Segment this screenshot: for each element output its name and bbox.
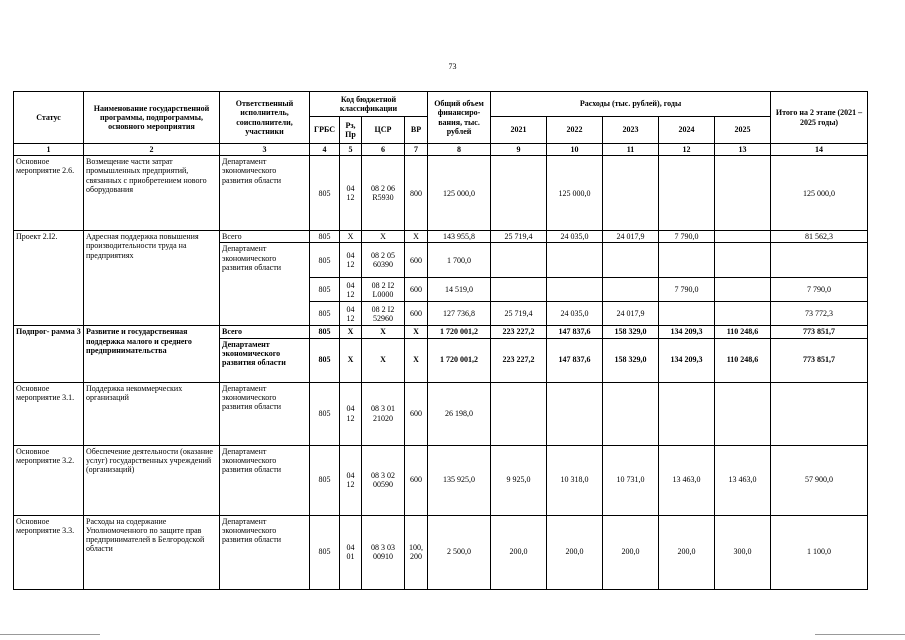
header-2021: 2021	[491, 117, 547, 144]
y2025-cell: 110 248,6	[715, 338, 771, 382]
page-number: 73	[448, 62, 457, 71]
responsible-cell: Департамент экономического развития области	[220, 243, 310, 326]
header-grbs: ГРБС	[310, 117, 340, 144]
header-2023: 2023	[603, 117, 659, 144]
y2021-cell	[491, 382, 547, 445]
y2024-cell	[659, 382, 715, 445]
header-total-stage: Итого на 2 этапе (2021 – 2025 годы)	[771, 92, 868, 144]
y2024-cell	[659, 302, 715, 326]
csr-cell: X	[362, 231, 405, 243]
responsible-cell: Департамент экономического развития области	[220, 515, 310, 589]
vr-cell: 600	[405, 278, 428, 302]
y2022-cell: 125 000,0	[547, 156, 603, 231]
total-cell: 14 519,0	[428, 278, 491, 302]
grbs-cell: 805	[310, 515, 340, 589]
col-num: 7	[405, 144, 428, 156]
rzpr-cell: 04 12	[340, 278, 362, 302]
header-name: Наименование государственной программы, подпрограммы, основного мероприятия	[84, 92, 220, 144]
itogo-cell: 773 851,7	[771, 338, 868, 382]
scan-edge-line	[0, 634, 100, 635]
y2022-cell: 147 837,6	[547, 326, 603, 338]
y2025-cell: 13 463,0	[715, 445, 771, 515]
y2023-cell: 200,0	[603, 515, 659, 589]
total-cell: 143 955,8	[428, 231, 491, 243]
responsible-cell: Департамент экономического развития области	[220, 338, 310, 382]
y2021-cell	[491, 156, 547, 231]
name-cell: Расходы на содержание Уполномоченного по защите прав предпринимателей в Белгородской области	[84, 515, 220, 589]
csr-cell: 08 3 03 00910	[362, 515, 405, 589]
y2024-cell: 7 790,0	[659, 231, 715, 243]
y2022-cell	[547, 382, 603, 445]
y2022-cell: 10 318,0	[547, 445, 603, 515]
itogo-cell: 1 100,0	[771, 515, 868, 589]
y2025-cell	[715, 302, 771, 326]
y2025-cell	[715, 382, 771, 445]
col-num: 3	[220, 144, 310, 156]
y2021-cell	[491, 243, 547, 278]
col-num: 2	[84, 144, 220, 156]
total-cell: 135 925,0	[428, 445, 491, 515]
grbs-cell: 805	[310, 243, 340, 278]
name-cell: Адресная поддержка повышения производительности труда на предприятиях	[84, 231, 220, 326]
y2022-cell	[547, 278, 603, 302]
y2025-cell: 110 248,6	[715, 326, 771, 338]
rzpr-cell: 04 12	[340, 445, 362, 515]
csr-cell: 08 2 I2 L0000	[362, 278, 405, 302]
itogo-cell: 81 562,3	[771, 231, 868, 243]
y2021-cell	[491, 278, 547, 302]
col-num: 13	[715, 144, 771, 156]
total-cell: 1 720 001,2	[428, 338, 491, 382]
y2024-cell: 7 790,0	[659, 278, 715, 302]
itogo-cell: 7 790,0	[771, 278, 868, 302]
vr-cell: X	[405, 231, 428, 243]
itogo-cell: 57 900,0	[771, 445, 868, 515]
rzpr-cell: X	[340, 231, 362, 243]
status-cell: Основное мероприятие 3.2.	[14, 445, 84, 515]
header-2022: 2022	[547, 117, 603, 144]
header-responsible: Ответственный исполнитель, соисполнители, участники	[220, 92, 310, 144]
y2025-cell	[715, 231, 771, 243]
rzpr-cell: X	[340, 326, 362, 338]
vr-cell: 100, 200	[405, 515, 428, 589]
grbs-cell: 805	[310, 445, 340, 515]
responsible-cell: Всего	[220, 326, 310, 338]
y2022-cell: 24 035,0	[547, 302, 603, 326]
col-num: 14	[771, 144, 868, 156]
col-num: 12	[659, 144, 715, 156]
col-num: 5	[340, 144, 362, 156]
table-row	[14, 382, 868, 445]
table-row	[14, 156, 868, 231]
y2021-cell: 223 227,2	[491, 326, 547, 338]
y2023-cell: 24 017,9	[603, 231, 659, 243]
y2025-cell	[715, 278, 771, 302]
csr-cell: X	[362, 326, 405, 338]
itogo-cell: 125 000,0	[771, 156, 868, 231]
status-cell: Основное мероприятие 3.3.	[14, 515, 84, 589]
grbs-cell: 805	[310, 326, 340, 338]
rzpr-cell: X	[340, 338, 362, 382]
rzpr-cell: 04 12	[340, 156, 362, 231]
header-row-1	[14, 92, 868, 117]
total-cell: 125 000,0	[428, 156, 491, 231]
table-row	[14, 445, 868, 515]
grbs-cell: 805	[310, 302, 340, 326]
itogo-cell	[771, 243, 868, 278]
name-cell: Обеспечение деятельности (оказание услуг) государственных учреждений (организаций)	[84, 445, 220, 515]
grbs-cell: 805	[310, 382, 340, 445]
header-expenses: Расходы (тыс. рублей), годы	[491, 92, 771, 117]
vr-cell: X	[405, 338, 428, 382]
rzpr-cell: 04 12	[340, 302, 362, 326]
responsible-cell: Всего	[220, 231, 310, 243]
csr-cell: 08 3 01 21020	[362, 382, 405, 445]
scan-edge-line	[815, 634, 905, 635]
vr-cell: 800	[405, 156, 428, 231]
y2023-cell: 10 731,0	[603, 445, 659, 515]
y2024-cell	[659, 243, 715, 278]
y2023-cell	[603, 243, 659, 278]
total-cell: 127 736,8	[428, 302, 491, 326]
y2021-cell: 25 719,4	[491, 231, 547, 243]
itogo-cell	[771, 382, 868, 445]
vr-cell: 600	[405, 243, 428, 278]
header-csr: ЦСР	[362, 117, 405, 144]
column-number-row	[14, 144, 868, 156]
status-cell: Проект 2.I2.	[14, 231, 84, 326]
y2022-cell	[547, 243, 603, 278]
header-rzpr: Рз, Пр	[340, 117, 362, 144]
rzpr-cell: 04 12	[340, 382, 362, 445]
header-2024: 2024	[659, 117, 715, 144]
y2023-cell: 158 329,0	[603, 326, 659, 338]
header-budget-code: Код бюджетной классификации	[310, 92, 428, 117]
y2022-cell: 200,0	[547, 515, 603, 589]
y2023-cell	[603, 278, 659, 302]
y2025-cell: 300,0	[715, 515, 771, 589]
y2024-cell: 200,0	[659, 515, 715, 589]
y2024-cell: 134 209,3	[659, 326, 715, 338]
table-row	[14, 515, 868, 589]
y2024-cell: 134 209,3	[659, 338, 715, 382]
y2021-cell: 9 925,0	[491, 445, 547, 515]
header-vr: ВР	[405, 117, 428, 144]
vr-cell: 600	[405, 302, 428, 326]
rzpr-cell: 04 01	[340, 515, 362, 589]
csr-cell: 08 3 02 00590	[362, 445, 405, 515]
itogo-cell: 773 851,7	[771, 326, 868, 338]
col-num: 6	[362, 144, 405, 156]
y2025-cell	[715, 243, 771, 278]
header-status: Статус	[14, 92, 84, 144]
grbs-cell: 805	[310, 338, 340, 382]
total-cell: 2 500,0	[428, 515, 491, 589]
y2021-cell: 223 227,2	[491, 338, 547, 382]
header-2025: 2025	[715, 117, 771, 144]
y2024-cell: 13 463,0	[659, 445, 715, 515]
col-num: 4	[310, 144, 340, 156]
grbs-cell: 805	[310, 156, 340, 231]
col-num: 11	[603, 144, 659, 156]
y2024-cell	[659, 156, 715, 231]
name-cell: Развитие и государственная поддержка малого и среднего предпринимательства	[84, 326, 220, 382]
status-cell: Основное мероприятие 3.1.	[14, 382, 84, 445]
csr-cell: 08 2 05 60390	[362, 243, 405, 278]
grbs-cell: 805	[310, 278, 340, 302]
col-num: 8	[428, 144, 491, 156]
status-cell: Основное мероприятие 2.6.	[14, 156, 84, 231]
total-cell: 1 720 001,2	[428, 326, 491, 338]
csr-cell: 08 2 I2 52960	[362, 302, 405, 326]
itogo-cell: 73 772,3	[771, 302, 868, 326]
rzpr-cell: 04 12	[340, 243, 362, 278]
grbs-cell: 805	[310, 231, 340, 243]
total-cell: 26 198,0	[428, 382, 491, 445]
table-row	[14, 231, 868, 243]
y2023-cell	[603, 156, 659, 231]
csr-cell: 08 2 06 R5930	[362, 156, 405, 231]
y2021-cell: 200,0	[491, 515, 547, 589]
table-row	[14, 326, 868, 338]
responsible-cell: Департамент экономического развития области	[220, 382, 310, 445]
col-num: 1	[14, 144, 84, 156]
name-cell: Возмещение части затрат промышленных предприятий, связанных с приобретением нового оборудования	[84, 156, 220, 231]
vr-cell: 600	[405, 445, 428, 515]
name-cell: Поддержка некоммерческих организаций	[84, 382, 220, 445]
vr-cell: 600	[405, 382, 428, 445]
y2023-cell: 24 017,9	[603, 302, 659, 326]
y2022-cell: 147 837,6	[547, 338, 603, 382]
responsible-cell: Департамент экономического развития области	[220, 445, 310, 515]
csr-cell: X	[362, 338, 405, 382]
header-total-volume: Общий объем финансиро- вания, тыс. рублей	[428, 92, 491, 144]
col-num: 10	[547, 144, 603, 156]
y2021-cell: 25 719,4	[491, 302, 547, 326]
status-cell: Подпрог- рамма 3	[14, 326, 84, 382]
col-num: 9	[491, 144, 547, 156]
responsible-cell: Департамент экономического развития области	[220, 156, 310, 231]
y2022-cell: 24 035,0	[547, 231, 603, 243]
budget-table	[13, 91, 868, 590]
y2025-cell	[715, 156, 771, 231]
y2023-cell	[603, 382, 659, 445]
vr-cell: X	[405, 326, 428, 338]
y2023-cell: 158 329,0	[603, 338, 659, 382]
total-cell: 1 700,0	[428, 243, 491, 278]
